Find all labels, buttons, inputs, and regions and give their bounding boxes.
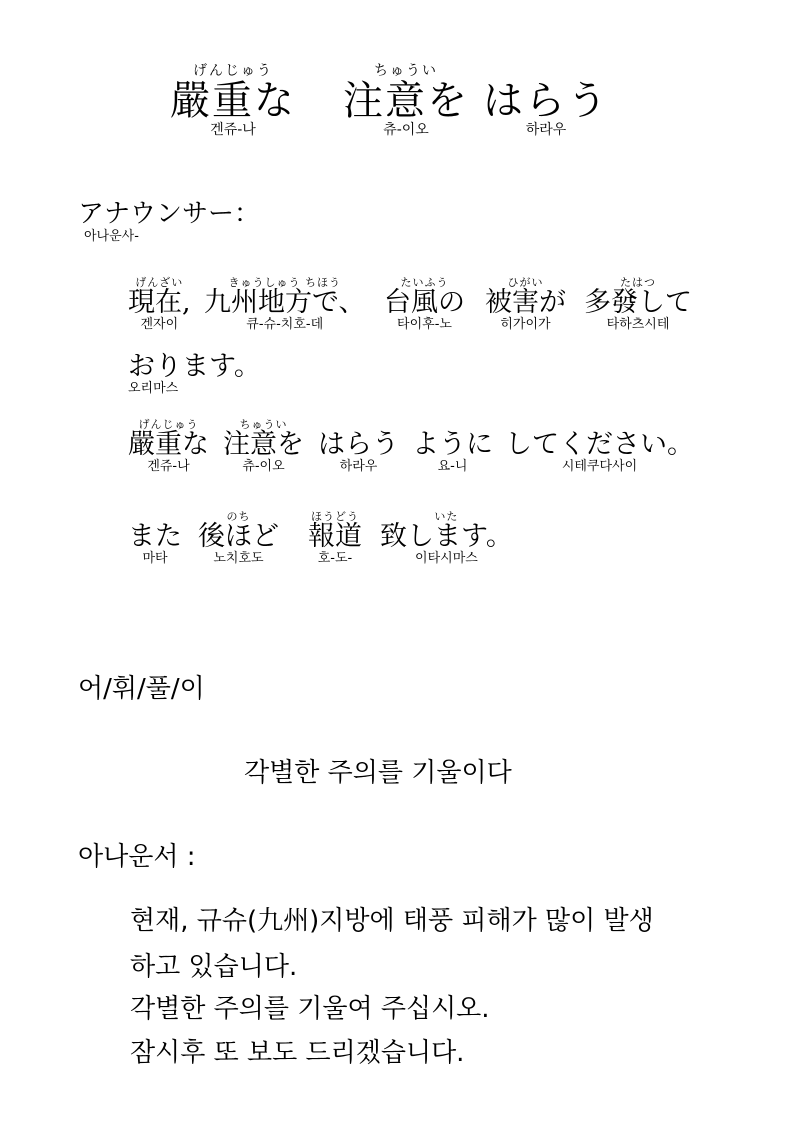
japanese-text: おります。 [128,351,261,382]
japanese-text: 注意を [223,429,304,460]
japanese-text: 現在, [128,287,191,318]
furigana: げんじゅう [138,418,199,431]
japanese-text: 嚴重な [128,429,209,460]
dialogue-segment [128,510,182,567]
korean-reading: 마타 [142,551,168,567]
furigana: ひがい [507,276,544,289]
japanese-text: 注意を [343,78,469,124]
korean-reading: 시테쿠다사이 [561,459,638,475]
korean-reading: 겐쥬-나 [147,459,190,475]
korean-reading: 요-니 [437,459,468,475]
korean-reading: 호-도- [317,551,353,567]
title-segment [483,62,609,138]
japanese-text: 致します。 [380,521,513,552]
korean-reading: 이타시마스 [415,551,478,567]
vocab-heading: 어/휘/풀/이 [78,674,205,704]
korean-reading: 겐쥬-나 [210,122,256,138]
dialogue-segment [505,418,694,475]
dialogue-segment [128,340,261,397]
furigana: のち [226,510,251,523]
furigana: げんざい [135,276,184,289]
title-segment [170,62,296,138]
korean-reading: 노치호도 [213,551,264,567]
dialogue-segment [128,276,191,333]
translation-line: 잠시후 또 보도 드리겠습니다. [130,1038,465,1068]
furigana: きゅうしゅう ちほう [228,276,341,289]
furigana: いた [434,510,459,523]
dialogue-segment [223,418,304,475]
speaker-reading: 아나운사- [84,228,139,244]
japanese-text: してください。 [505,429,694,460]
dialogue-segment [380,510,513,567]
dialogue-segment [584,276,692,333]
japanese-text: 後ほど [198,521,279,552]
japanese-text: また [128,521,182,552]
dialogue-segment [204,276,365,333]
japanese-text: 嚴重な [170,78,296,124]
japanese-text: ように [412,429,493,460]
japanese-text: はらう [318,429,399,460]
korean-reading: 츄-이오 [383,122,429,138]
speaker-japanese: アナウンサー： [78,199,261,229]
korean-reading: 큐-슈-치호-데 [246,317,324,333]
japanese-text: 九州地方で、 [204,287,366,318]
dialogue-segment [384,276,465,333]
korean-reading: 히가이가 [500,317,551,333]
japanese-text: 多發して [584,287,692,318]
japanese-text: 被害が [485,287,566,318]
dialogue-segment [412,418,493,475]
japanese-text: 台風の [384,287,465,318]
furigana: ほうどう [311,510,359,523]
korean-reading: 겐자이 [140,317,179,333]
dialogue-segment [318,418,399,475]
korean-reading: 츄-이오 [242,459,285,475]
furigana: ちゅうい [374,63,438,79]
translation-line: 하고 있습니다. [130,952,298,982]
furigana: たいふう [400,276,449,289]
korean-reading: 하라우 [525,122,567,138]
speaker-label [78,200,260,245]
title-segment [343,62,469,138]
japanese-text: はらう [483,78,609,124]
furigana: げんじゅう [193,63,273,79]
furigana: たはつ [620,276,656,289]
dialogue-segment [485,276,566,333]
translation-speaker: 아나운서 : [78,842,196,872]
dialogue-segment [128,418,209,475]
furigana: ちゅうい [239,418,288,431]
translation-line: 각별한 주의를 기울여 주십시오. [130,994,490,1024]
vocab-item: 각별한 주의를 기울이다 [244,758,512,788]
korean-reading: 타이후-노 [397,317,452,333]
korean-reading: 오리마스 [128,381,179,397]
japanese-text: 報道 [308,521,362,552]
korean-reading: 타하츠시테 [606,317,670,333]
korean-reading: 하라우 [339,459,378,475]
translation-line: 현재, 규슈(九州)지방에 태풍 피해가 많이 발생 [130,906,654,936]
dialogue-segment [198,510,279,567]
dialogue-segment [308,510,362,567]
